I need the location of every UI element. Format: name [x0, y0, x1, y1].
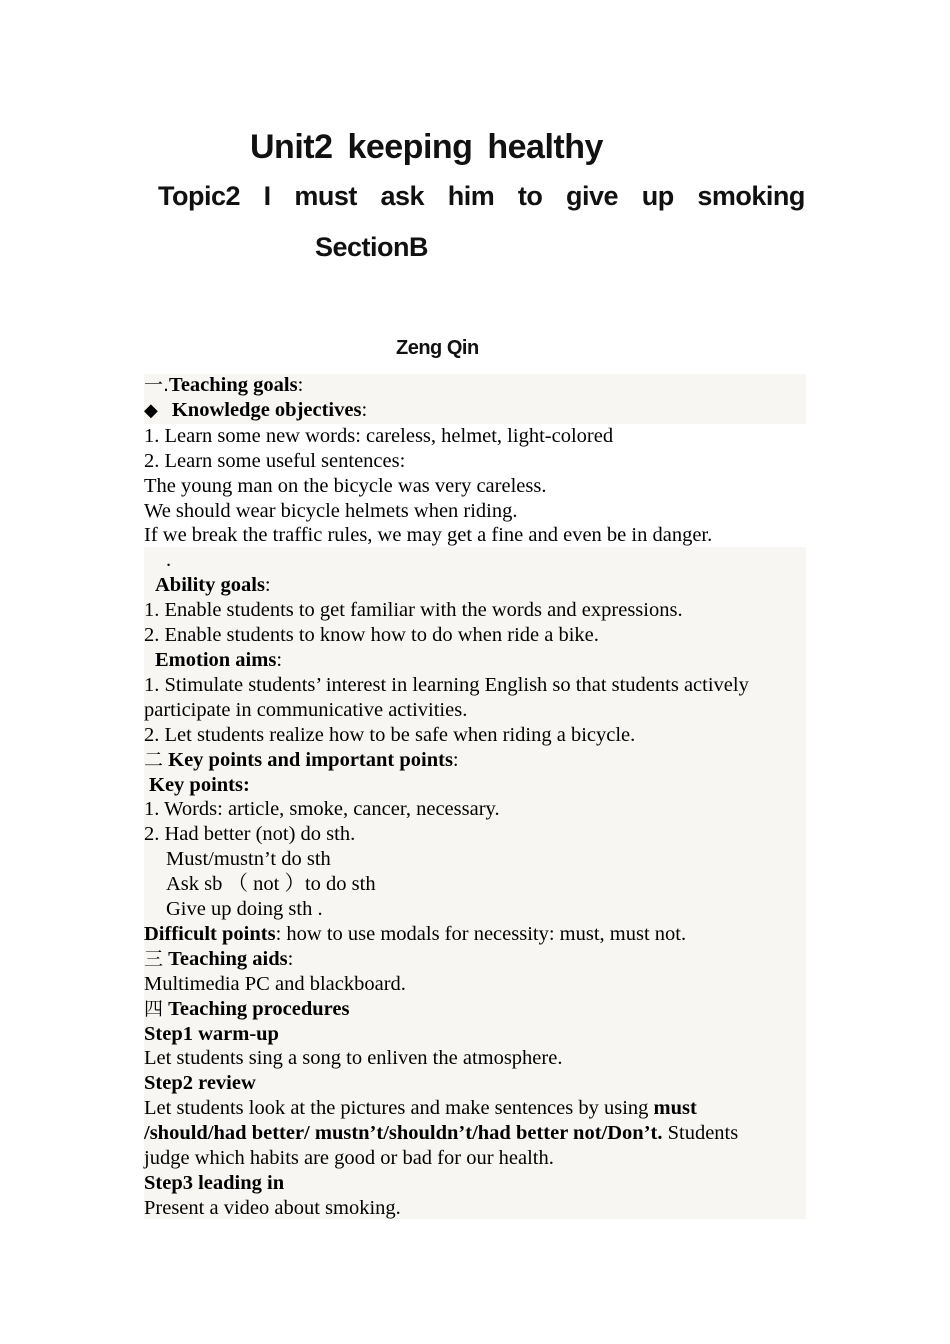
topic-word: ask — [380, 181, 425, 211]
key-points-heading — [144, 748, 812, 773]
list-item: 2. Learn some useful sentences: — [144, 449, 406, 472]
sentence-line: If we break the traffic rules, we may get a fine and even be in danger. — [144, 524, 713, 547]
teaching-aids-heading — [144, 947, 812, 972]
difficult-points — [144, 922, 812, 947]
step2-line — [144, 1096, 812, 1121]
section-number: 三 — [144, 947, 164, 970]
colon: : — [264, 574, 271, 597]
colon: : — [361, 398, 368, 421]
lesson-plan-body — [144, 373, 812, 1221]
heading-text: Ability goals — [155, 574, 265, 597]
list-item: 2. Had better (not) do sth. — [144, 823, 356, 846]
step1-title: Step1 warm-up — [144, 1022, 279, 1045]
phrase-line: Ask sb （ not ）to do sth — [166, 873, 376, 896]
topic-word: to — [517, 181, 543, 211]
topic-word: give — [566, 181, 619, 211]
ability-heading — [144, 573, 812, 598]
topic-word: smoking — [697, 181, 805, 211]
author-name: Zeng Qin — [396, 337, 479, 359]
procedures-heading — [144, 997, 812, 1022]
list-item: 2. Let students realize how to be safe when riding a bicycle. — [144, 723, 636, 746]
topic-word: I — [263, 181, 271, 211]
heading-text: Knowledge objectives — [171, 398, 362, 421]
step2-line: judge which habits are good or bad for our health. — [144, 1147, 554, 1170]
heading-text: Teaching procedures — [168, 997, 350, 1020]
topic-word: up — [641, 181, 674, 211]
step2-text: Students — [662, 1122, 739, 1145]
topic-word: Topic2 — [158, 181, 241, 211]
heading-text: Teaching aids — [168, 947, 288, 970]
colon: : — [452, 748, 459, 771]
step2-bold: must — [653, 1097, 697, 1120]
section-number: 一. — [144, 374, 170, 396]
key-points-subheading: Key points: — [149, 773, 250, 796]
list-item: 1. Learn some new words: careless, helmet, light-colored — [144, 424, 614, 447]
step2-bold: /should/had better/ mustn’t/shouldn’t/had better not/Don’t. — [144, 1122, 663, 1145]
sentence-line: We should wear bicycle helmets when riding. — [144, 499, 518, 522]
topic-title — [158, 181, 805, 212]
aids-text: Multimedia PC and blackboard. — [144, 972, 406, 995]
heading-text: Teaching goals — [169, 374, 298, 396]
list-item: 2. Enable students to know how to do when ride a bike. — [144, 624, 599, 647]
dot-line: . — [166, 549, 172, 572]
step3-title: Step3 leading in — [144, 1172, 285, 1194]
phrase-line: Must/mustn’t do sth — [166, 848, 331, 871]
step2-line — [144, 1121, 812, 1146]
section-number: 二 — [144, 748, 164, 771]
heading-text: Emotion aims — [155, 648, 277, 671]
list-item: 1. Stimulate students’ interest in learning English so that students actively — [144, 673, 749, 696]
list-item: 1. Enable students to get familiar with the words and expressions. — [144, 599, 683, 622]
difficult-label: Difficult points — [144, 922, 276, 945]
step2-text: Let students look at the pictures and make sentences by using — [144, 1097, 654, 1120]
section-title: SectionB — [315, 232, 429, 262]
heading-text: Key points and important points — [168, 748, 453, 771]
step1-text: Let students sing a song to enliven the atmosphere. — [144, 1047, 563, 1070]
knowledge-heading — [144, 398, 812, 424]
emotion-heading — [144, 648, 812, 673]
teaching-goals-heading — [144, 373, 812, 398]
colon: : — [297, 374, 304, 396]
colon: : — [287, 947, 294, 970]
diamond-bullet-icon: ◆ — [144, 399, 158, 421]
unit-title: Unit2 keeping healthy — [250, 128, 603, 166]
phrase-line: Give up doing sth . — [166, 898, 323, 921]
difficult-text: : how to use modals for necessity: must, must not. — [275, 922, 687, 945]
sentence-line: The young man on the bicycle was very careless. — [144, 474, 547, 497]
list-item: 1. Words: article, smoke, cancer, necessary. — [144, 798, 500, 821]
topic-word: him — [447, 181, 495, 211]
step3-text: Present a video about smoking. — [144, 1196, 401, 1219]
colon: : — [276, 648, 283, 671]
list-item: participate in communicative activities. — [144, 698, 468, 721]
step2-title: Step2 review — [144, 1072, 256, 1095]
section-number: 四 — [144, 997, 164, 1020]
topic-word: must — [294, 181, 357, 211]
